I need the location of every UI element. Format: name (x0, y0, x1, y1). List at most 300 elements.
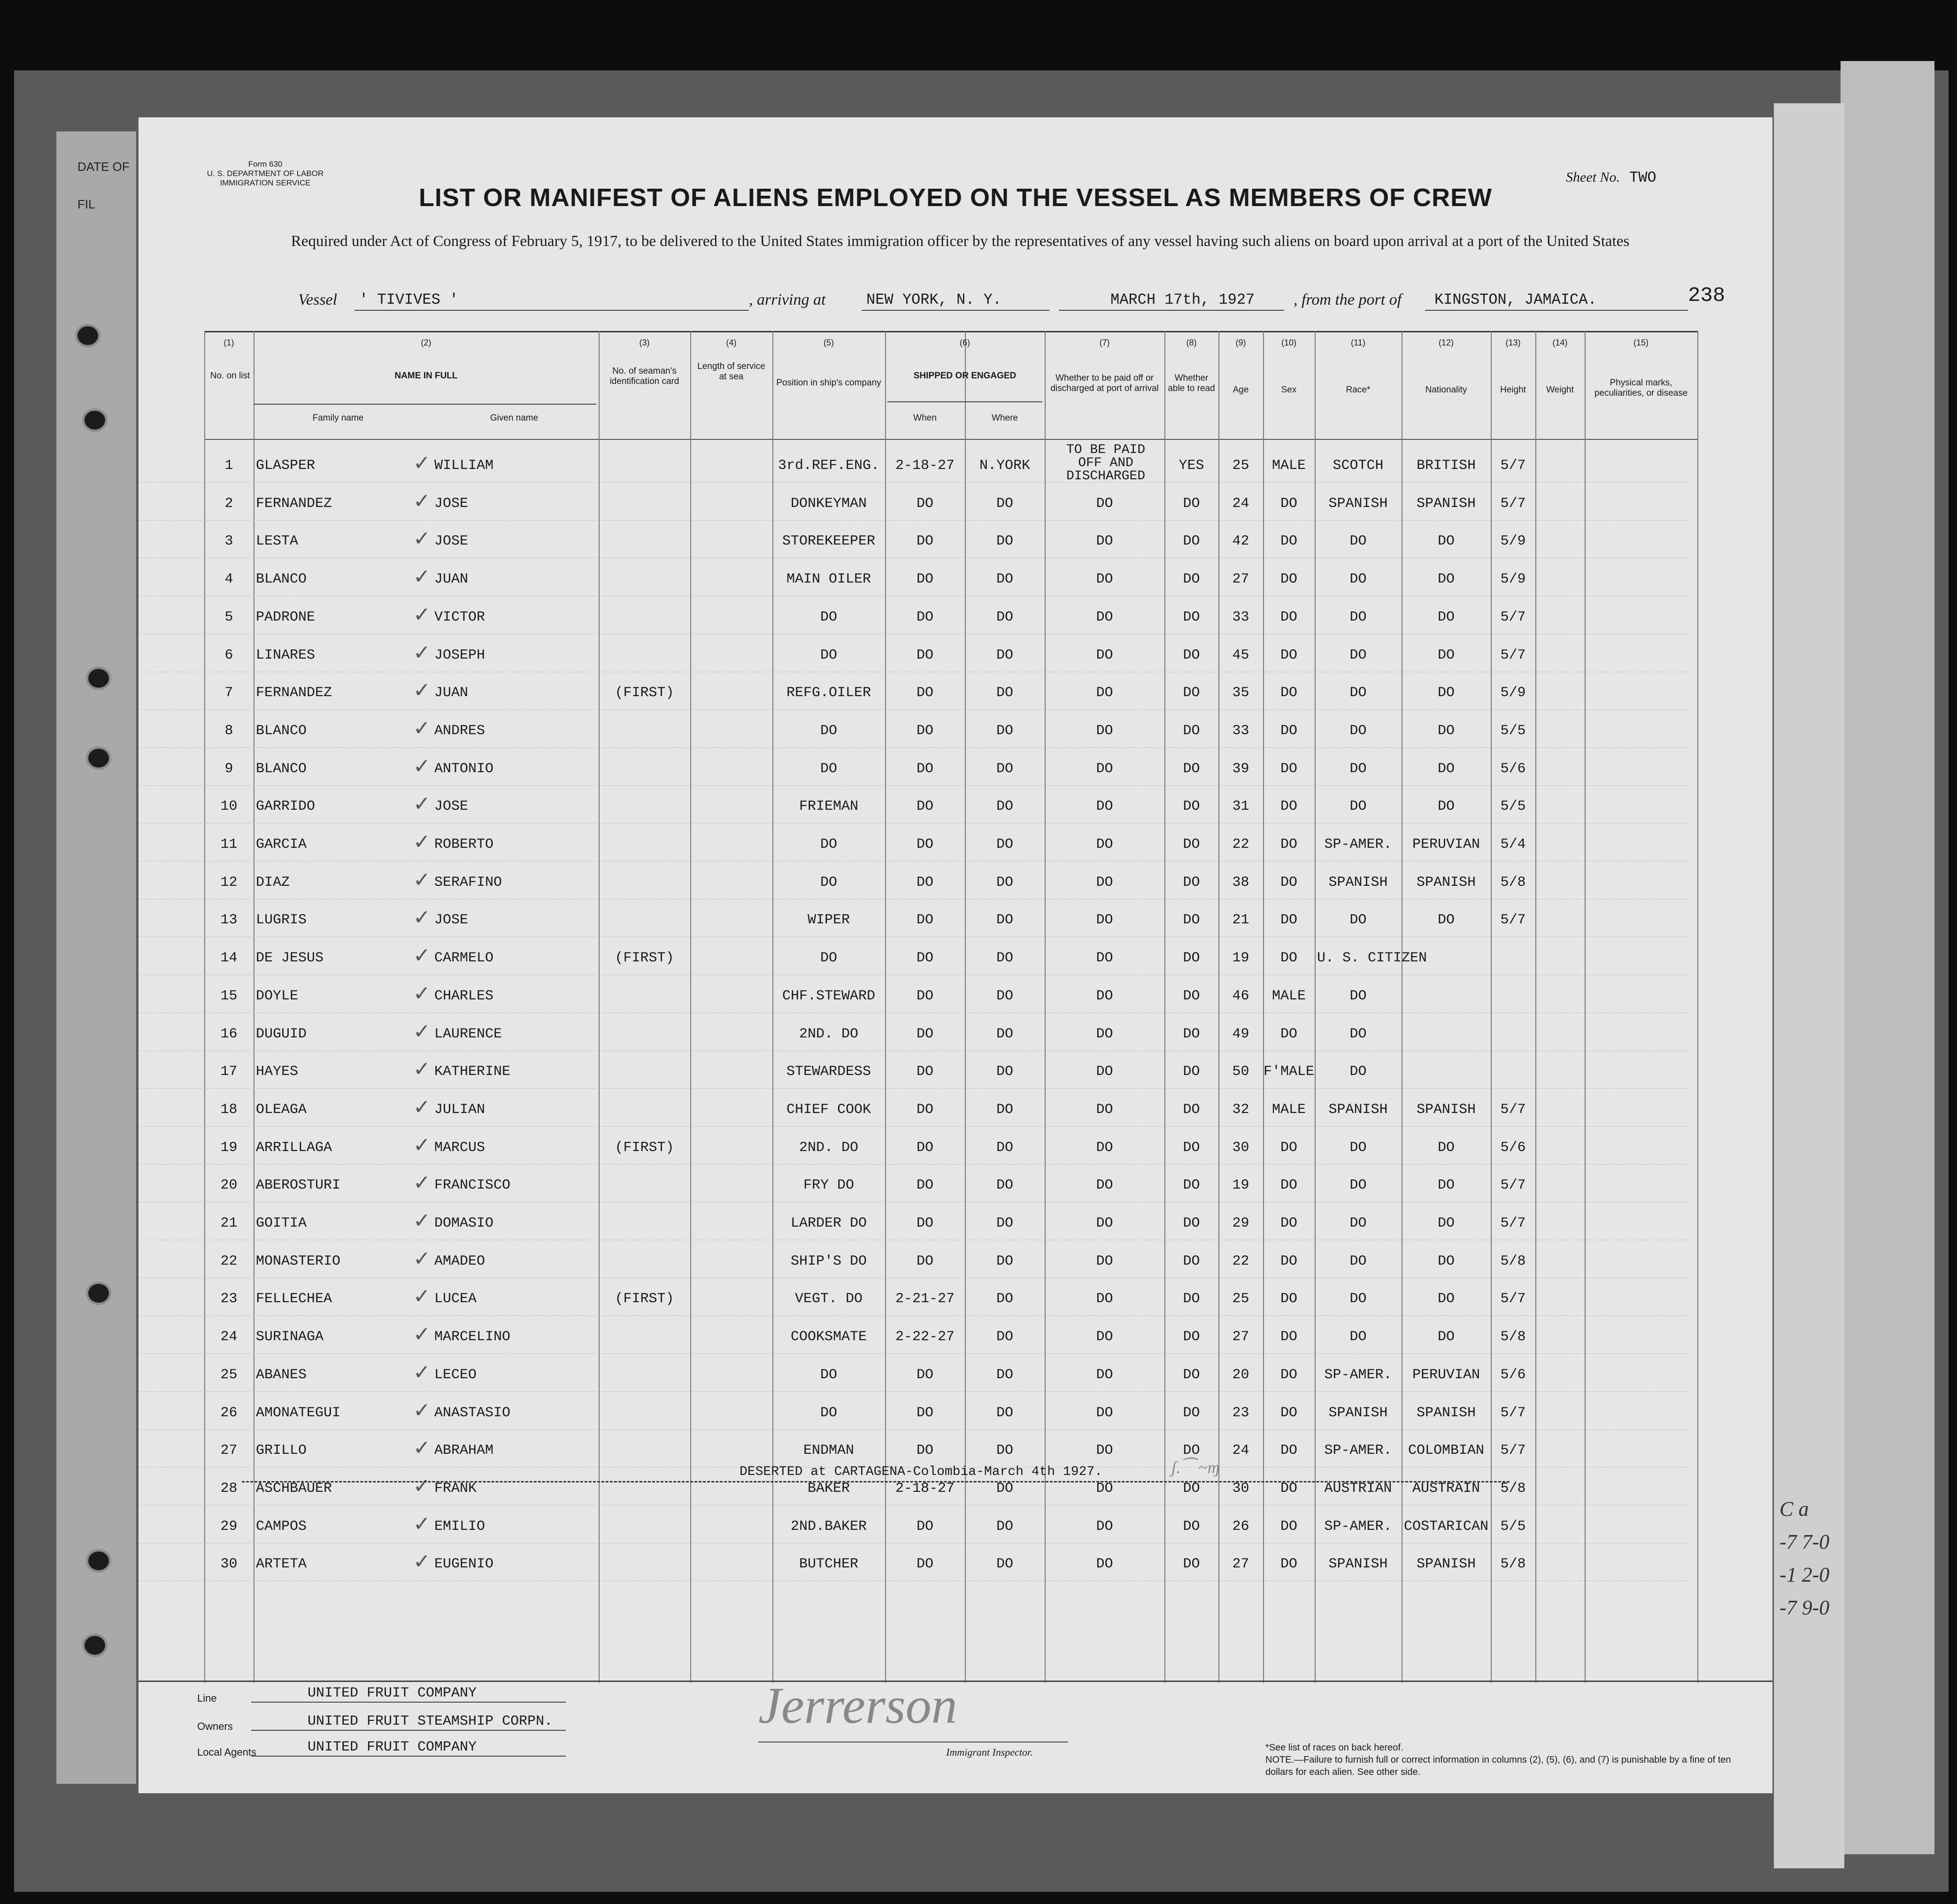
cell-family: DE JESUS (256, 950, 324, 967)
col-num-8: (8) (1186, 338, 1197, 347)
cell-read: DO (1183, 685, 1200, 701)
cell-race: DO (1349, 1215, 1367, 1231)
header-nationality: Nationality (1425, 385, 1467, 395)
cell-paid: DO (1096, 1253, 1113, 1269)
cell-race: DO (1349, 760, 1367, 777)
cell-paid: DO (1096, 1556, 1113, 1573)
cell-nationality: DO (1437, 1177, 1455, 1194)
table-row (139, 1057, 1772, 1083)
cell-when: 2-22-27 (895, 1329, 955, 1345)
check-mark-icon: ✓ (413, 1246, 431, 1271)
cell-no: 7 (224, 685, 233, 701)
cell-age: 39 (1232, 760, 1249, 777)
cell-race: DO (1349, 1253, 1367, 1269)
cell-sex: DO (1280, 495, 1297, 512)
cell-given: WILLIAM (434, 458, 494, 474)
cell-race: SPANISH (1328, 874, 1388, 891)
cell-given: ROBERTO (434, 837, 494, 852)
cell-when: DO (916, 609, 933, 625)
cell-card: (FIRST) (615, 950, 674, 967)
cell-nationality: SPANISH (1416, 874, 1476, 891)
cell-family: GOITIA (256, 1215, 307, 1231)
cell-when: DO (916, 837, 933, 852)
cell-age: 49 (1232, 1026, 1249, 1042)
cell-paid: DO (1096, 1139, 1113, 1156)
col-num-3: (3) (639, 338, 650, 347)
cell-when: DO (916, 874, 933, 891)
cell-where: DO (996, 988, 1013, 1004)
cell-race: DO (1349, 722, 1367, 739)
cell-given: AMADEO (434, 1253, 485, 1269)
cell-when: DO (916, 950, 933, 967)
cell-when: DO (916, 722, 933, 739)
cell-age: 22 (1232, 1253, 1249, 1269)
cell-sex: DO (1280, 1215, 1297, 1231)
cell-sex: MALE (1271, 988, 1306, 1004)
cell-no: 26 (220, 1405, 238, 1421)
cell-read: DO (1183, 988, 1200, 1004)
line-value: UNITED FRUIT COMPANY (308, 1685, 477, 1701)
cell-nationality: SPANISH (1416, 1101, 1476, 1118)
cell-when: DO (916, 495, 933, 512)
cell-no: 19 (220, 1139, 238, 1156)
header-no-on-list: No. on list (210, 371, 250, 381)
cell-race: DO (1349, 988, 1367, 1004)
row-divider (139, 1581, 1688, 1582)
cell-no: 23 (220, 1291, 238, 1307)
cell-where: N.YORK (979, 458, 1031, 474)
cell-position: DO (820, 950, 837, 967)
cell-family: HAYES (256, 1064, 299, 1080)
page-number: 238 (1688, 284, 1726, 307)
cell-no: 24 (220, 1329, 238, 1345)
cell-no: 2 (224, 495, 233, 512)
col-num-10: (10) (1281, 338, 1296, 347)
check-mark-icon: ✓ (413, 792, 431, 816)
cell-paid: DO (1096, 1291, 1113, 1307)
col-num-15: (15) (1633, 338, 1649, 347)
check-mark-icon: ✓ (413, 944, 431, 968)
header-able-read: Whether able to read (1168, 373, 1215, 393)
cell-race: DO (1349, 1329, 1367, 1345)
check-mark-icon: ✓ (413, 565, 431, 589)
cell-where: DO (996, 837, 1013, 852)
deserted-note: DESERTED at CARTAGENA-Colombia-March 4th 1927. (740, 1465, 1102, 1479)
cell-where: DO (996, 760, 1013, 777)
cell-position: ENDMAN (803, 1443, 855, 1459)
cell-race: SP-AMER. (1324, 837, 1392, 852)
cell-family: GRILLO (256, 1443, 307, 1459)
col-num-4: (4) (726, 338, 737, 347)
row-divider (139, 899, 1688, 900)
cell-given: JOSE (434, 798, 469, 815)
cell-family: BLANCO (256, 722, 307, 739)
cell-nationality: DO (1437, 912, 1455, 929)
cell-nationality: AUSTRAIN (1412, 1480, 1480, 1497)
cell-age: 29 (1232, 1215, 1249, 1231)
cell-age: 22 (1232, 837, 1249, 852)
cell-where: DO (996, 1101, 1013, 1118)
cell-position: BAKER (807, 1480, 850, 1497)
row-divider (139, 1126, 1688, 1128)
cell-sex: DO (1280, 1405, 1297, 1421)
cell-height: 5/7 (1500, 458, 1526, 474)
cell-where: DO (996, 609, 1013, 625)
cell-age: 33 (1232, 722, 1249, 739)
cell-read: DO (1183, 647, 1200, 663)
cell-position: FRIEMAN (799, 798, 859, 815)
cell-given: LECEO (434, 1367, 477, 1383)
cell-family: PADRONE (256, 609, 316, 625)
col-num-7: (7) (1099, 338, 1110, 347)
cell-where: DO (996, 1139, 1013, 1156)
cell-height: 5/9 (1500, 533, 1526, 550)
row-divider (139, 1315, 1688, 1317)
cell-paid: DO (1096, 1518, 1113, 1535)
cell-no: 3 (224, 533, 233, 550)
check-mark-icon: ✓ (413, 1474, 431, 1498)
cell-position: MAIN OILER (786, 571, 871, 588)
cell-where: DO (996, 1329, 1013, 1345)
cell-sex: DO (1280, 685, 1297, 701)
cell-where: DO (996, 950, 1013, 967)
cell-height: 5/4 (1500, 837, 1526, 852)
cell-no: 27 (220, 1443, 238, 1459)
cell-family: LESTA (256, 533, 299, 550)
cell-paid: DO (1096, 874, 1113, 891)
cell-nationality: DO (1437, 722, 1455, 739)
cell-paid: DO (1096, 760, 1113, 777)
cell-position: LARDER DO (790, 1215, 867, 1231)
cell-position: FRY DO (803, 1177, 855, 1194)
header-weight: Weight (1546, 385, 1574, 395)
strip-label-2: FIL (77, 197, 95, 211)
cell-paid: DO (1096, 837, 1113, 852)
row-divider (139, 1240, 1688, 1241)
row-divider (139, 1164, 1688, 1166)
cell-card: (FIRST) (615, 685, 674, 701)
cell-age: 21 (1232, 912, 1249, 929)
row-divider (139, 1391, 1688, 1393)
table-row (139, 716, 1772, 742)
cell-given: FRANCISCO (434, 1177, 511, 1194)
cell-age: 45 (1232, 647, 1249, 663)
cell-read: DO (1183, 760, 1200, 777)
cell-family: ABEROSTURI (256, 1177, 341, 1194)
table-row (139, 830, 1772, 855)
row-divider (139, 861, 1688, 862)
cell-height: 5/7 (1500, 609, 1526, 625)
cell-race: DO (1349, 609, 1367, 625)
row1-paid-l3: DISCHARGED (1066, 469, 1146, 484)
table-row (139, 868, 1772, 893)
cell-where: DO (996, 1443, 1013, 1459)
table-row (139, 1550, 1772, 1575)
cell-paid: DO (1096, 950, 1113, 967)
row1-paid-l1: TO BE PAID (1066, 443, 1146, 457)
cell-when: DO (916, 760, 933, 777)
cell-where: DO (996, 1026, 1013, 1042)
cell-height: 5/9 (1500, 685, 1526, 701)
header-shipped: SHIPPED OR ENGAGED (913, 371, 1017, 381)
cell-where: DO (996, 1177, 1013, 1194)
check-mark-icon: ✓ (413, 754, 431, 778)
cell-height: 5/7 (1500, 1443, 1526, 1459)
cell-race: DO (1349, 1064, 1367, 1080)
cell-position: 3rd.REF.ENG. (778, 458, 880, 474)
cell-read: DO (1183, 1556, 1200, 1573)
cell-position: CHIEF COOK (786, 1101, 871, 1118)
col-num-11: (11) (1351, 338, 1365, 347)
check-mark-icon: ✓ (413, 678, 431, 703)
cell-where: DO (996, 722, 1013, 739)
header-height: Height (1500, 385, 1526, 395)
cell-sex: DO (1280, 647, 1297, 663)
cell-position: DO (820, 609, 837, 625)
cell-age: 32 (1232, 1101, 1249, 1118)
cell-age: 31 (1232, 798, 1249, 815)
immigrant-inspector-label: Immigrant Inspector. (946, 1746, 1033, 1758)
row-divider (139, 823, 1688, 824)
cell-age: 20 (1232, 1367, 1249, 1383)
cell-no: 10 (220, 798, 238, 815)
cell-position: STEWARDESS (786, 1064, 871, 1080)
cell-nationality: PERUVIAN (1412, 837, 1480, 852)
cell-read: DO (1183, 950, 1200, 967)
cell-race: SP-AMER. (1324, 1443, 1392, 1459)
row-divider (139, 1088, 1688, 1090)
check-mark-icon: ✓ (413, 489, 431, 513)
cell-race: DO (1349, 1139, 1367, 1156)
cell-read: DO (1183, 533, 1200, 550)
cell-read: DO (1183, 1139, 1200, 1156)
cell-read: DO (1183, 912, 1200, 929)
check-mark-icon: ✓ (413, 640, 431, 665)
cell-where: DO (996, 1291, 1013, 1307)
cell-read: DO (1183, 837, 1200, 852)
check-mark-icon: ✓ (413, 830, 431, 854)
table-row (139, 1436, 1772, 1461)
cell-read: DO (1183, 874, 1200, 891)
cell-when: DO (916, 1026, 933, 1042)
cell-age: 27 (1232, 1329, 1249, 1345)
cell-when: 2-18-27 (895, 458, 955, 474)
row-divider (139, 482, 1688, 484)
cell-height: 5/6 (1500, 1367, 1526, 1383)
table-row (139, 489, 1772, 514)
cell-family: FELLECHEA (256, 1291, 332, 1307)
cell-position: DO (820, 722, 837, 739)
cell-when: DO (916, 1215, 933, 1231)
row-divider (139, 1013, 1688, 1014)
table-row (139, 565, 1772, 590)
row-divider (139, 1353, 1688, 1355)
row-divider (139, 1278, 1688, 1279)
cell-position: DONKEYMAN (790, 495, 867, 512)
cell-family: GLASPER (256, 458, 316, 474)
check-mark-icon: ✓ (413, 1209, 431, 1233)
cell-position: 2ND. DO (799, 1139, 859, 1156)
cell-no: 21 (220, 1215, 238, 1231)
cell-family: FERNANDEZ (256, 495, 332, 512)
cell-where: DO (996, 1405, 1013, 1421)
header-physical: Physical marks, peculiarities, or disease (1594, 378, 1688, 398)
table-row (139, 1322, 1772, 1348)
cell-position: DO (820, 837, 837, 852)
cell-height: 5/5 (1500, 798, 1526, 815)
cell-nationality: DO (1437, 609, 1455, 625)
form-dept: U. S. DEPARTMENT OF LABOR (207, 169, 324, 178)
sheet-number-label: Sheet No. (1566, 169, 1620, 185)
cell-race: DO (1349, 1291, 1367, 1307)
check-mark-icon: ✓ (413, 451, 431, 475)
table-row (139, 1095, 1772, 1121)
cell-card: (FIRST) (615, 1139, 674, 1156)
left-binding-strip (56, 131, 136, 1784)
cell-nationality: DO (1437, 685, 1455, 701)
cell-given: MARCELINO (434, 1329, 511, 1345)
cell-given: JOSE (434, 912, 469, 929)
cell-height: 5/8 (1500, 1253, 1526, 1269)
cell-age: 30 (1232, 1480, 1249, 1497)
cell-sex: DO (1280, 1253, 1297, 1269)
header-given-name: Given name (490, 413, 539, 423)
table-row (139, 1246, 1772, 1272)
cell-when: DO (916, 912, 933, 929)
cell-age: 24 (1232, 495, 1249, 512)
consul-signature-icon: ʃ.⁀ ~ɱ (1171, 1458, 1220, 1477)
cell-nationality: DO (1437, 1329, 1455, 1345)
cell-paid: DO (1096, 1480, 1113, 1497)
check-mark-icon: ✓ (413, 1550, 431, 1574)
cell-family: LUGRIS (256, 912, 307, 929)
cell-no: 28 (220, 1480, 238, 1497)
check-mark-icon: ✓ (413, 1398, 431, 1422)
row-divider (139, 520, 1688, 522)
cell-paid: DO (1096, 988, 1113, 1004)
cell-paid: DO (1096, 1405, 1113, 1421)
cell-no: 9 (224, 760, 233, 777)
cell-position: 2ND.BAKER (790, 1518, 867, 1535)
binding-hole-icon (86, 667, 111, 690)
cell-sex: MALE (1271, 458, 1306, 474)
cell-paid: DO (1096, 533, 1113, 550)
col-num-9: (9) (1235, 338, 1246, 347)
header-family-name: Family name (312, 413, 364, 423)
cell-nationality: PERUVIAN (1412, 1367, 1480, 1383)
vessel-name: ' TIVIVES ' (359, 291, 459, 308)
cell-given: CARMELO (434, 950, 494, 967)
cell-sex: DO (1280, 1291, 1297, 1307)
cell-read: DO (1183, 1443, 1200, 1459)
cell-where: DO (996, 1480, 1013, 1497)
row-divider (139, 1505, 1688, 1506)
cell-read: DO (1183, 495, 1200, 512)
cell-nationality: DO (1437, 533, 1455, 550)
cell-position: STOREKEEPER (782, 533, 876, 550)
col-num-2: (2) (421, 338, 431, 347)
cell-age: 46 (1232, 988, 1249, 1004)
cell-sex: MALE (1271, 1101, 1306, 1118)
cell-age: 42 (1232, 533, 1249, 550)
cell-height: 5/7 (1500, 1215, 1526, 1231)
cell-no: 29 (220, 1518, 238, 1535)
cell-family: GARRIDO (256, 798, 316, 815)
table-row (139, 640, 1772, 666)
cell-age: 24 (1232, 1443, 1249, 1459)
cell-race: DO (1349, 1177, 1367, 1194)
cell-sex: DO (1280, 1177, 1297, 1194)
cell-height: 5/7 (1500, 912, 1526, 929)
cell-age: 50 (1232, 1064, 1249, 1080)
sheet-number-value: TWO (1629, 169, 1657, 186)
cell-position: 2ND. DO (799, 1026, 859, 1042)
cell-paid: DO (1096, 647, 1113, 663)
cell-family: BLANCO (256, 760, 307, 777)
table-row (139, 678, 1772, 704)
footer-note-2: NOTE.—Failure to furnish full or correct information in columns (2), (5), (6), and (7) is punishable by a fine of ten dollars for each alien. See other side. (1265, 1755, 1731, 1777)
table-row (139, 527, 1772, 552)
cell-read: DO (1183, 1518, 1200, 1535)
cell-height: 5/7 (1500, 495, 1526, 512)
row-divider (139, 709, 1688, 711)
binding-hole-icon (82, 1634, 108, 1657)
cell-nationality: SPANISH (1416, 1405, 1476, 1421)
cell-nationality: DO (1437, 1291, 1455, 1307)
cell-age: 35 (1232, 685, 1249, 701)
cell-race: SPANISH (1328, 1556, 1388, 1573)
table-row (139, 451, 1772, 476)
cell-race: SP-AMER. (1324, 1367, 1392, 1383)
cell-when: DO (916, 988, 933, 1004)
cell-paid: DO (1096, 1064, 1113, 1080)
cell-when: DO (916, 1064, 933, 1080)
binding-hole-icon (86, 746, 111, 770)
row-divider (139, 1202, 1688, 1203)
cell-sex: DO (1280, 912, 1297, 929)
cell-when: DO (916, 798, 933, 815)
table-row (139, 1171, 1772, 1196)
cell-age: 23 (1232, 1405, 1249, 1421)
cell-age: 26 (1232, 1518, 1249, 1535)
cell-sex: F'MALE (1263, 1064, 1315, 1080)
cell-sex: DO (1280, 1367, 1297, 1383)
row-divider (139, 1429, 1688, 1431)
cell-given: EUGENIO (434, 1556, 494, 1573)
cell-race: SCOTCH (1333, 458, 1384, 474)
cell-paid: DO (1096, 1101, 1113, 1118)
cell-sex: DO (1280, 571, 1297, 588)
cell-age: 30 (1232, 1139, 1249, 1156)
header-id-card: No. of seaman's identification card (609, 366, 679, 386)
footer-note (1265, 1742, 1735, 1778)
check-mark-icon: ✓ (413, 1133, 431, 1157)
cell-where: DO (996, 533, 1013, 550)
cell-no: 14 (220, 950, 238, 967)
cell-paid: DO (1096, 912, 1113, 929)
row-divider (139, 634, 1688, 635)
cell-given: LUCEA (434, 1291, 477, 1307)
cell-race: DO (1349, 798, 1367, 815)
header-paid-off: Whether to be paid off or discharged at port of arrival (1050, 373, 1159, 393)
col-num-12: (12) (1438, 338, 1454, 347)
cell-given: JOSE (434, 495, 469, 512)
cell-nationality: DO (1437, 760, 1455, 777)
cell-where: DO (996, 495, 1013, 512)
table-row (139, 754, 1772, 780)
cell-no: 5 (224, 609, 233, 625)
cell-height: 5/7 (1500, 1405, 1526, 1421)
